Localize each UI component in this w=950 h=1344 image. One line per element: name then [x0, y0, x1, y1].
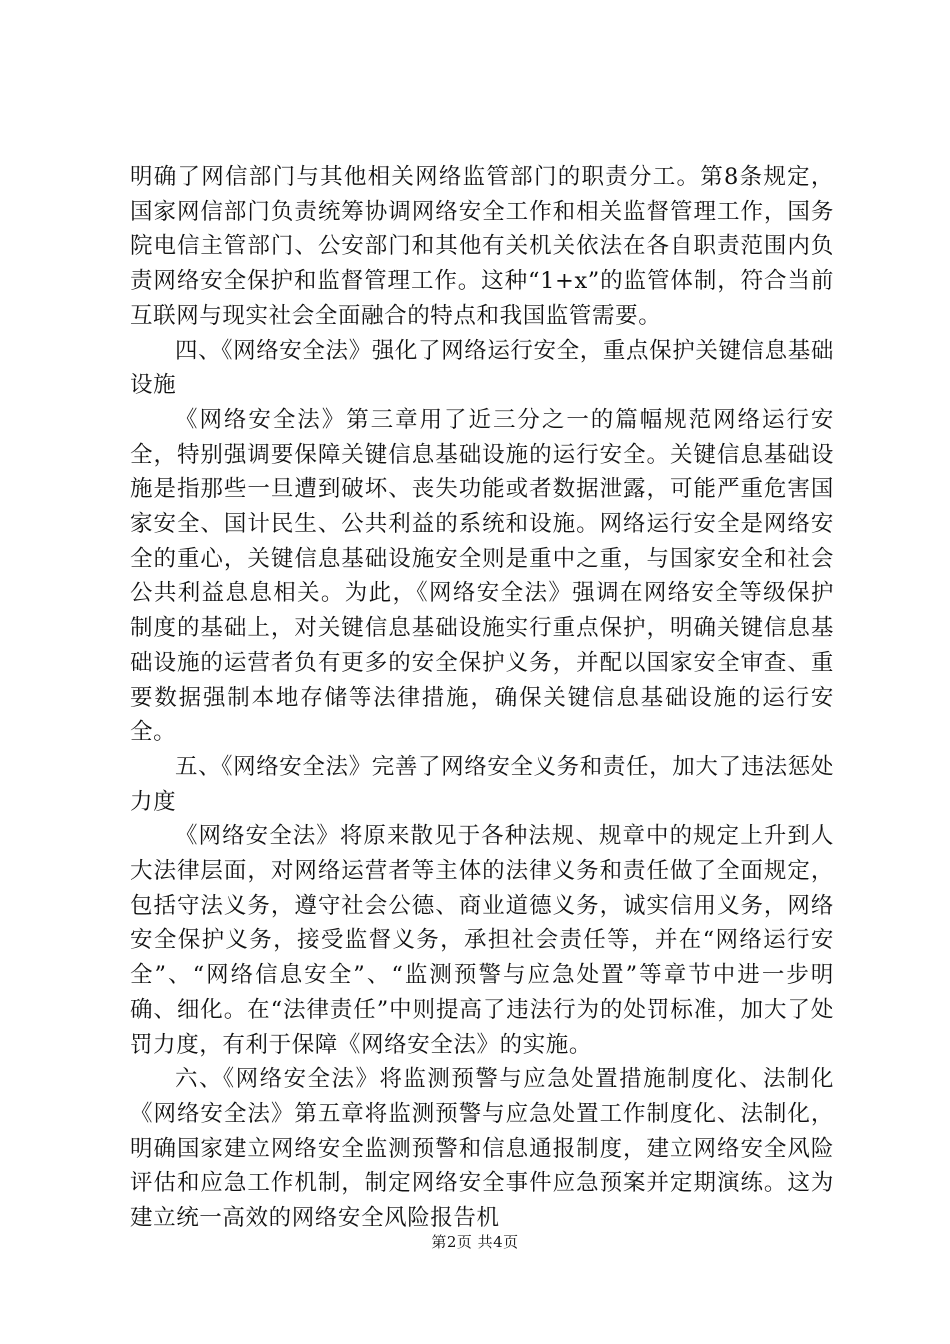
paragraph-5: 《网络安全法》将原来散见于各种法规、规章中的规定上升到人大法律层面，对网络运营者等主体的法律义务和责任做了全面规定，包括守法义务，遵守社会公德、商业道德义务，诚实信用义务，网络安全保护义务，接受监督义务，承担社会责任等，并在“网络运行安全”、“网络信息安全”、“监测预警与应急处置”等章节中进一步明确、细化。在“法律责任”中则提高了违法行为的处罚标准，加大了处罚力度，有利于保障《网络安全法》的实施。 — [130, 823, 834, 1058]
document-body — [130, 160, 834, 1236]
paragraph-1: 明确了网信部门与其他相关网络监管部门的职责分工。第8条规定，国家网信部门负责统筹协调网络安全工作和相关监督管理工作，国务院电信主管部门、公安部门和其他有关机关依法在各自职责范围内负责网络安全保护和监督管理工作。这种“1+x”的监管体制，符合当前互联网与现实社会全面融合的特点和我国监管需要。 — [130, 164, 834, 329]
section-heading-5: 五、《网络安全法》完善了网络安全义务和责任，加大了违法惩处力度 — [130, 753, 834, 815]
section-heading-6: 六、《网络安全法》将监测预警与应急处置措施制度化、法制化《网络安全法》第五章将监测预警与应急处置工作制度化、法制化，明确国家建立网络安全监测预警和信息通报制度，建立网络安全风险评估和应急工作机制，制定网络安全事件应急预案并定期演练。这为建立统一高效的网络安全风险报告机 — [130, 1066, 834, 1232]
paragraph-3: 《网络安全法》第三章用了近三分之一的篇幅规范网络运行安全，特别强调要保障关键信息基础设施的运行安全。关键信息基础设施是指那些一旦遭到破坏、丧失功能或者数据泄露，可能严重危害国家安全、国计民生、公共利益的系统和设施。网络运行安全是网络安全的重心，关键信息基础设施安全则是重中之重，与国家安全和社会公共利益息息相关。为此，《网络安全法》强调在网络安全等级保护制度的基础上，对关键信息基础设施实行重点保护，明确关键信息基础设施的运营者负有更多的安全保护义务，并配以国家安全审查、重要数据强制本地存储等法律措施，确保关键信息基础设施的运行安全。 — [130, 406, 834, 746]
page-number-footer: 第2页 共4页 — [431, 1233, 519, 1251]
section-heading-4: 四、《网络安全法》强化了网络运行安全，重点保护关键信息基础设施 — [130, 337, 834, 399]
